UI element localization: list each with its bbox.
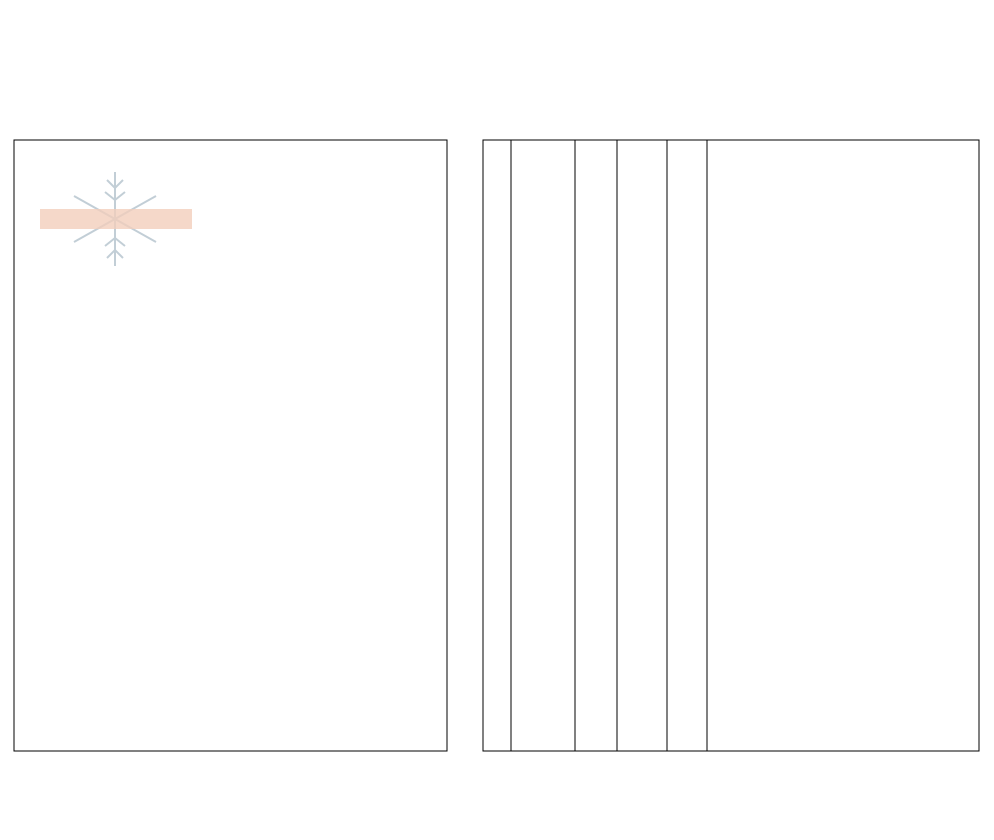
crystal-table-frame <box>483 140 979 751</box>
snowpilot-logo <box>40 172 192 266</box>
hardness-chart-frame <box>14 140 447 751</box>
